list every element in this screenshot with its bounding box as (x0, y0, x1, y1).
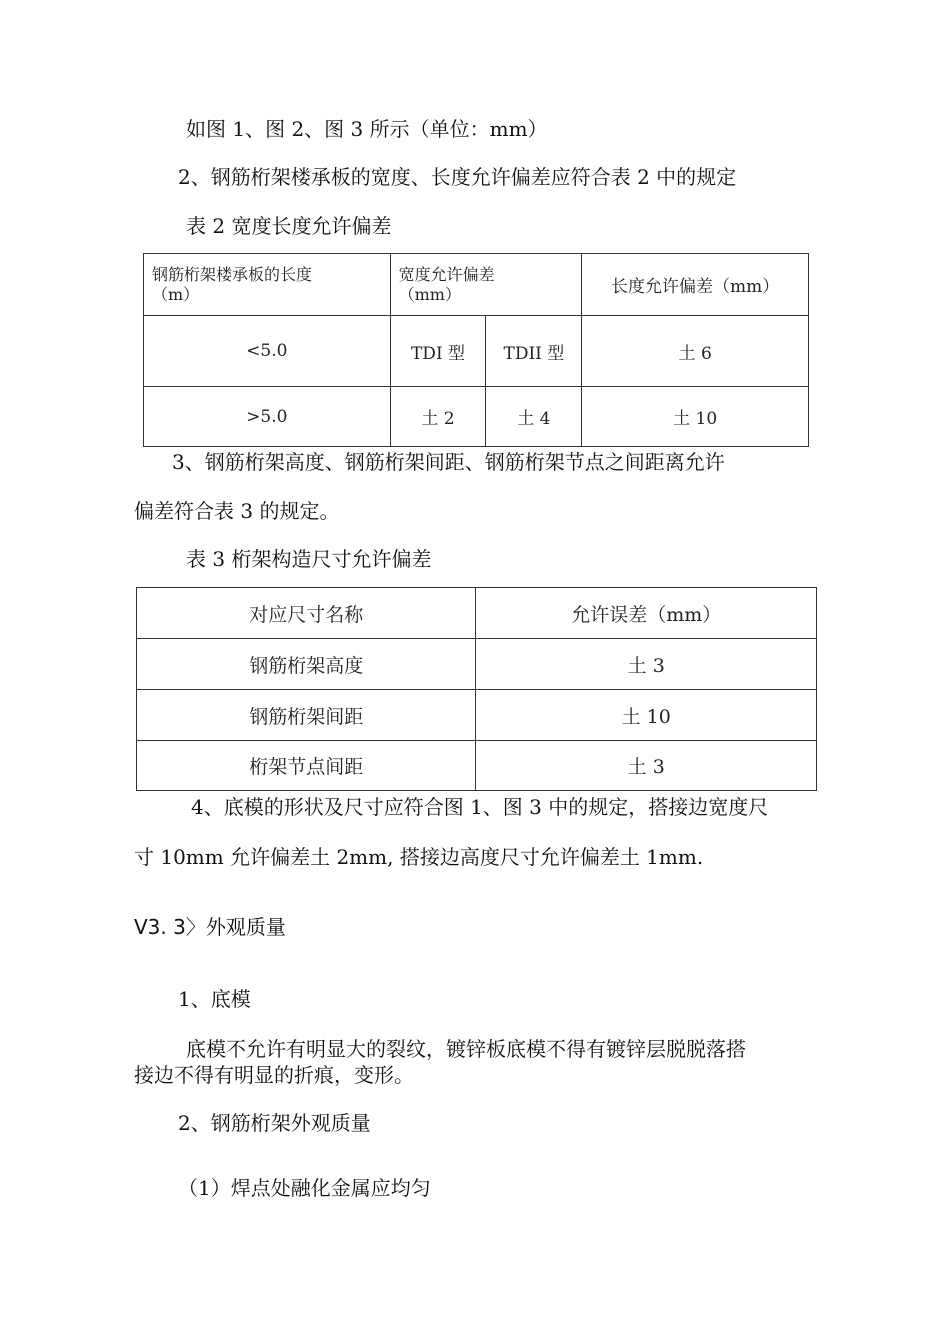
table-row (144, 387, 809, 447)
subheading-bottom-form: 1、底模 (178, 987, 251, 1011)
table3-cell-tolerance: 土 3 (476, 741, 817, 791)
table-row (137, 639, 817, 690)
section-heading-appearance-quality: V3. 3〉外观质量 (134, 915, 286, 939)
table-row (137, 690, 817, 741)
paragraph-bottom-form-line2: 接边不得有明显的折痕，变形。 (134, 1063, 414, 1087)
table2-cell-tdi: TDI 型 (390, 316, 486, 387)
table3-header-tolerance: 允许误差（mm） (476, 588, 817, 639)
table2-header-length-tolerance: 长度允许偏差（mm） (582, 254, 809, 316)
paragraph-weld-point: （1）焊点处融化金属应均匀 (178, 1176, 431, 1200)
table2-caption: 表 2 宽度长度允许偏差 (186, 214, 392, 238)
table2-header-width-line2: （mm） (398, 284, 461, 304)
table2-header-length (144, 254, 391, 316)
table2-header-length-line1: 钢筋桁架楼承板的长度 (152, 264, 313, 284)
table2-header-length-line2: （m） (152, 284, 200, 304)
table2-cell-tdi: 土 2 (390, 387, 486, 447)
table2-cell-tdii: TDII 型 (486, 316, 582, 387)
table3-cell-name: 钢筋桁架间距 (137, 690, 476, 741)
table-truss-dimension-tolerance (136, 587, 817, 791)
table2-cell-length: >5.0 (144, 387, 391, 447)
paragraph-bottom-form-line1: 底模不允许有明显大的裂纹，镀锌板底模不得有镀锌层脱脱落搭 (186, 1037, 746, 1061)
table2-cell-tdii: 土 4 (486, 387, 582, 447)
table2-cell-length-tol: 土 6 (582, 316, 809, 387)
table3-cell-tolerance: 土 3 (476, 639, 817, 690)
table2-header-row (144, 254, 809, 316)
table2-cell-length-tol: 土 10 (582, 387, 809, 447)
table3-cell-tolerance: 土 10 (476, 690, 817, 741)
paragraph-item-3-line2: 偏差符合表 3 的规定。 (134, 499, 340, 523)
subheading-truss-appearance: 2、钢筋桁架外观质量 (178, 1111, 371, 1135)
paragraph-figure-ref: 如图 1、图 2、图 3 所示（单位：mm） (186, 117, 548, 141)
paragraph-item-3-line1: 3、钢筋桁架高度、钢筋桁架间距、钢筋桁架节点之间距离允许 (172, 450, 725, 474)
table-row (137, 741, 817, 791)
table3-caption: 表 3 桁架构造尺寸允许偏差 (186, 547, 432, 571)
table2-cell-length: <5.0 (144, 316, 391, 387)
table3-cell-name: 桁架节点间距 (137, 741, 476, 791)
table3-cell-name: 钢筋桁架高度 (137, 639, 476, 690)
paragraph-item-4-line1: 4、底模的形状及尺寸应符合图 1、图 3 中的规定，搭接边宽度尺 (191, 795, 769, 819)
paragraph-item-4-line2: 寸 10mm 允许偏差土 2mm, 搭接边高度尺寸允许偏差土 1mm. (134, 845, 704, 869)
paragraph-item-2: 2、钢筋桁架楼承板的宽度、长度允许偏差应符合表 2 中的规定 (178, 165, 737, 189)
table3-header-row (137, 588, 817, 639)
table3-header-name: 对应尺寸名称 (137, 588, 476, 639)
table-width-length-tolerance (143, 253, 809, 447)
table-row (144, 316, 809, 387)
table2-header-width (390, 254, 582, 316)
table2-header-width-line1: 宽度允许偏差 (398, 264, 495, 284)
